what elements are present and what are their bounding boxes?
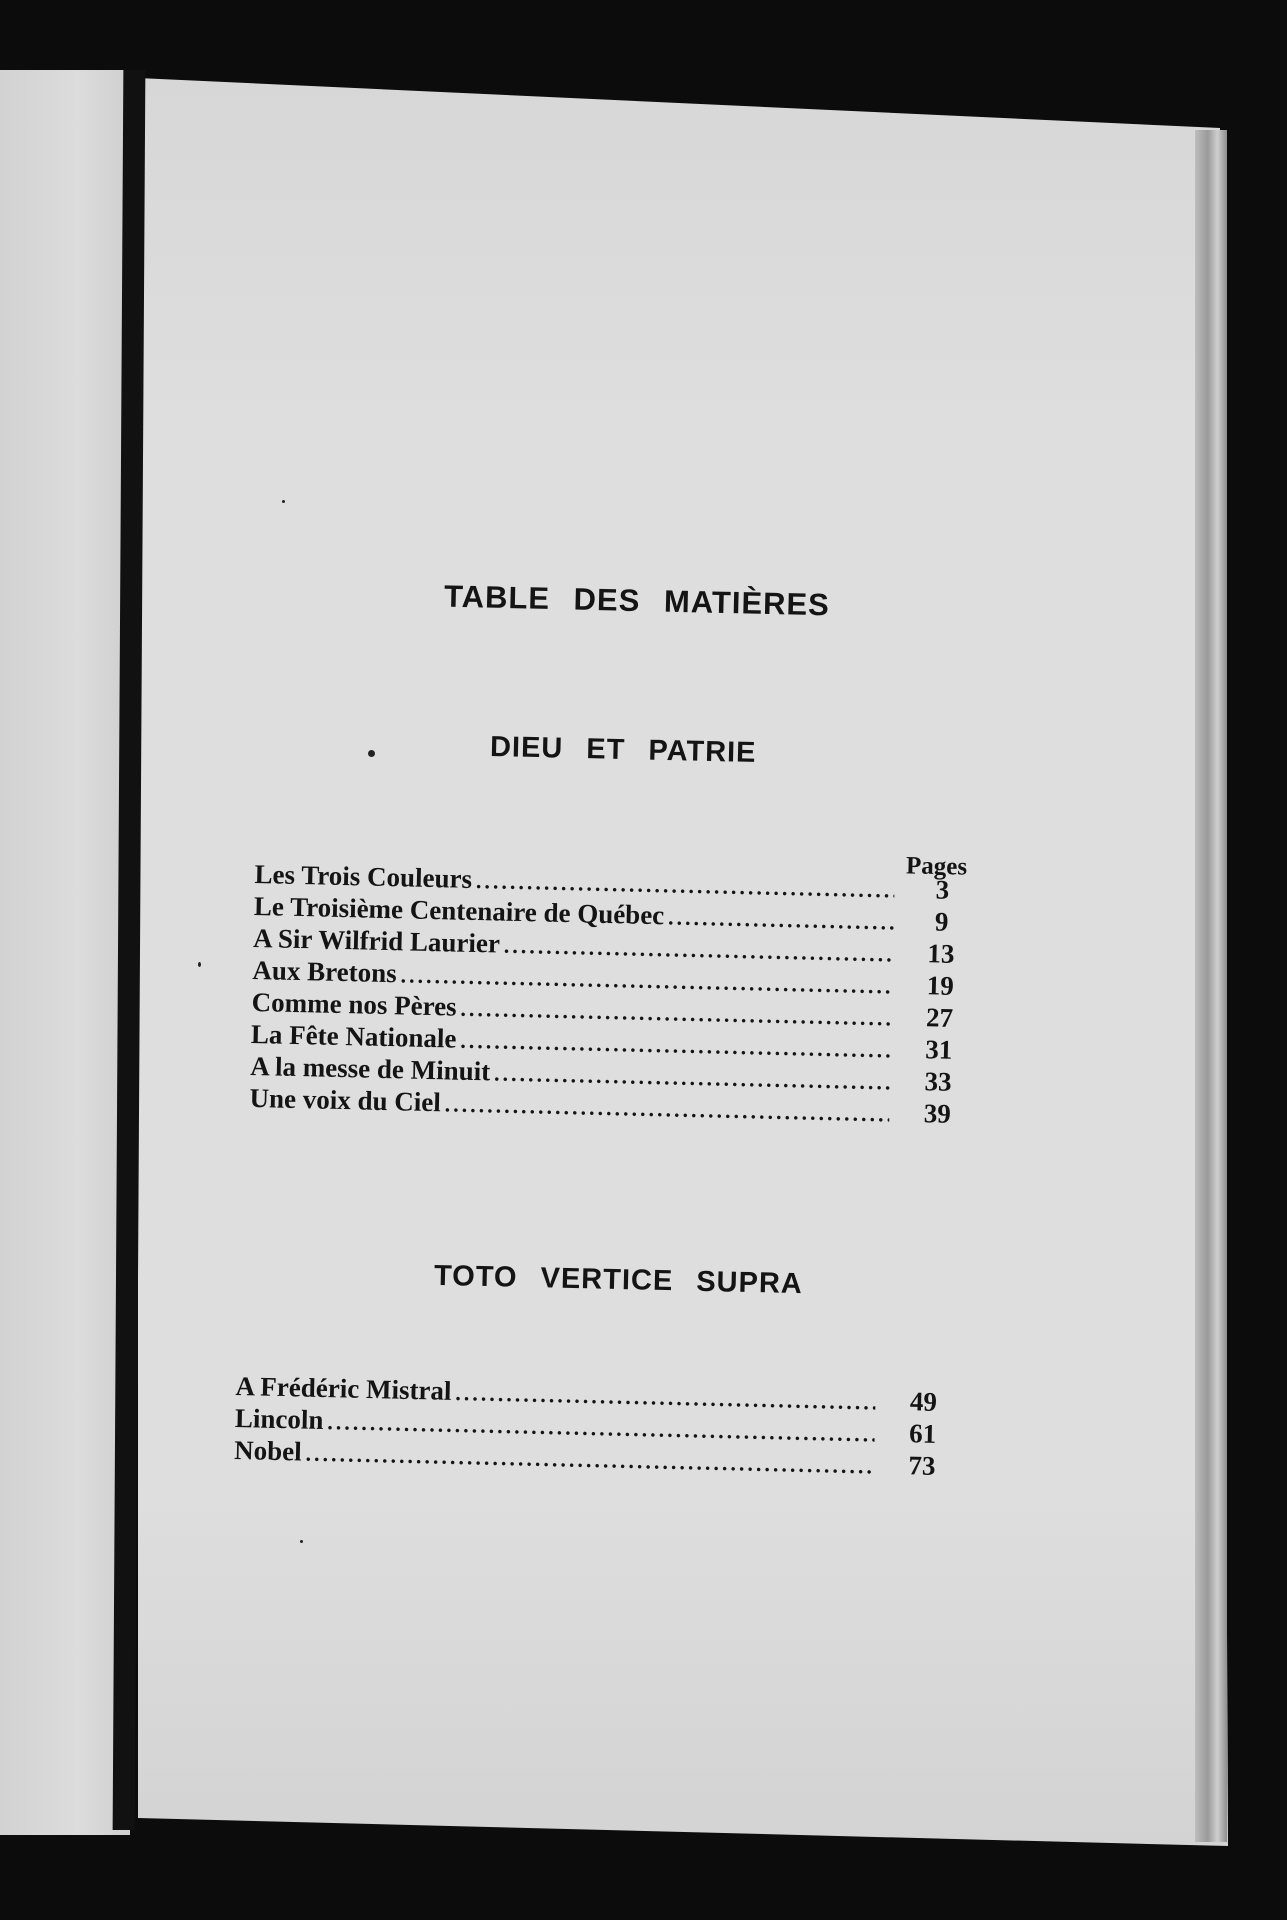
section-title: DIEU ET PATRIE [489, 730, 757, 770]
toc-entry-title: La Fête Nationale [250, 1018, 457, 1054]
toc-entry-title: Comme nos Pères [251, 986, 457, 1022]
toc-section-toto-vertice-supra [234, 1370, 954, 1482]
toc-entry-page: 49 [909, 1386, 938, 1417]
toc-entry-page: 27 [925, 1002, 954, 1033]
toc-entry-title: Lincoln [234, 1402, 324, 1435]
toc-entry-page: 33 [924, 1066, 952, 1097]
toc-entry-title: A Frédéric Mistral [235, 1370, 452, 1406]
print-speck [282, 500, 285, 503]
pages-column-label: Pages [905, 852, 968, 881]
toc-entry-title: A la messe de Minuit [249, 1050, 491, 1087]
toc-entry-title: Une voix du Ciel [249, 1082, 442, 1118]
toc-entry-title: Les Trois Couleurs [254, 858, 473, 894]
print-speck [368, 750, 375, 757]
page-title: TABLE DES MATIÈRES [443, 578, 831, 623]
toc-entry-title: Nobel [233, 1434, 303, 1467]
toc-entry-page: 19 [926, 970, 955, 1001]
toc-entry-page: 61 [908, 1418, 937, 1449]
toc-entry-title: Le Troisième Centenaire de Québec [253, 890, 665, 931]
section-title: TOTO VERTICE SUPRA [433, 1259, 804, 1301]
dot-leader [668, 901, 894, 938]
toc-entry-title: Aux Bretons [252, 954, 398, 989]
toc-entry-page: 9 [934, 906, 949, 937]
toc-entry-page: 73 [908, 1450, 936, 1481]
print-speck [300, 1540, 303, 1543]
toc-entry-page: 31 [924, 1034, 953, 1065]
toc-entry-page: 3 [935, 874, 950, 905]
print-speck [198, 962, 201, 967]
toc-section-dieu-et-patrie [249, 858, 973, 1130]
toc-entry-page: 39 [923, 1098, 952, 1129]
toc-entry-page: 13 [927, 938, 955, 969]
toc-entry-title: A Sir Wilfrid Laurier [252, 922, 501, 959]
